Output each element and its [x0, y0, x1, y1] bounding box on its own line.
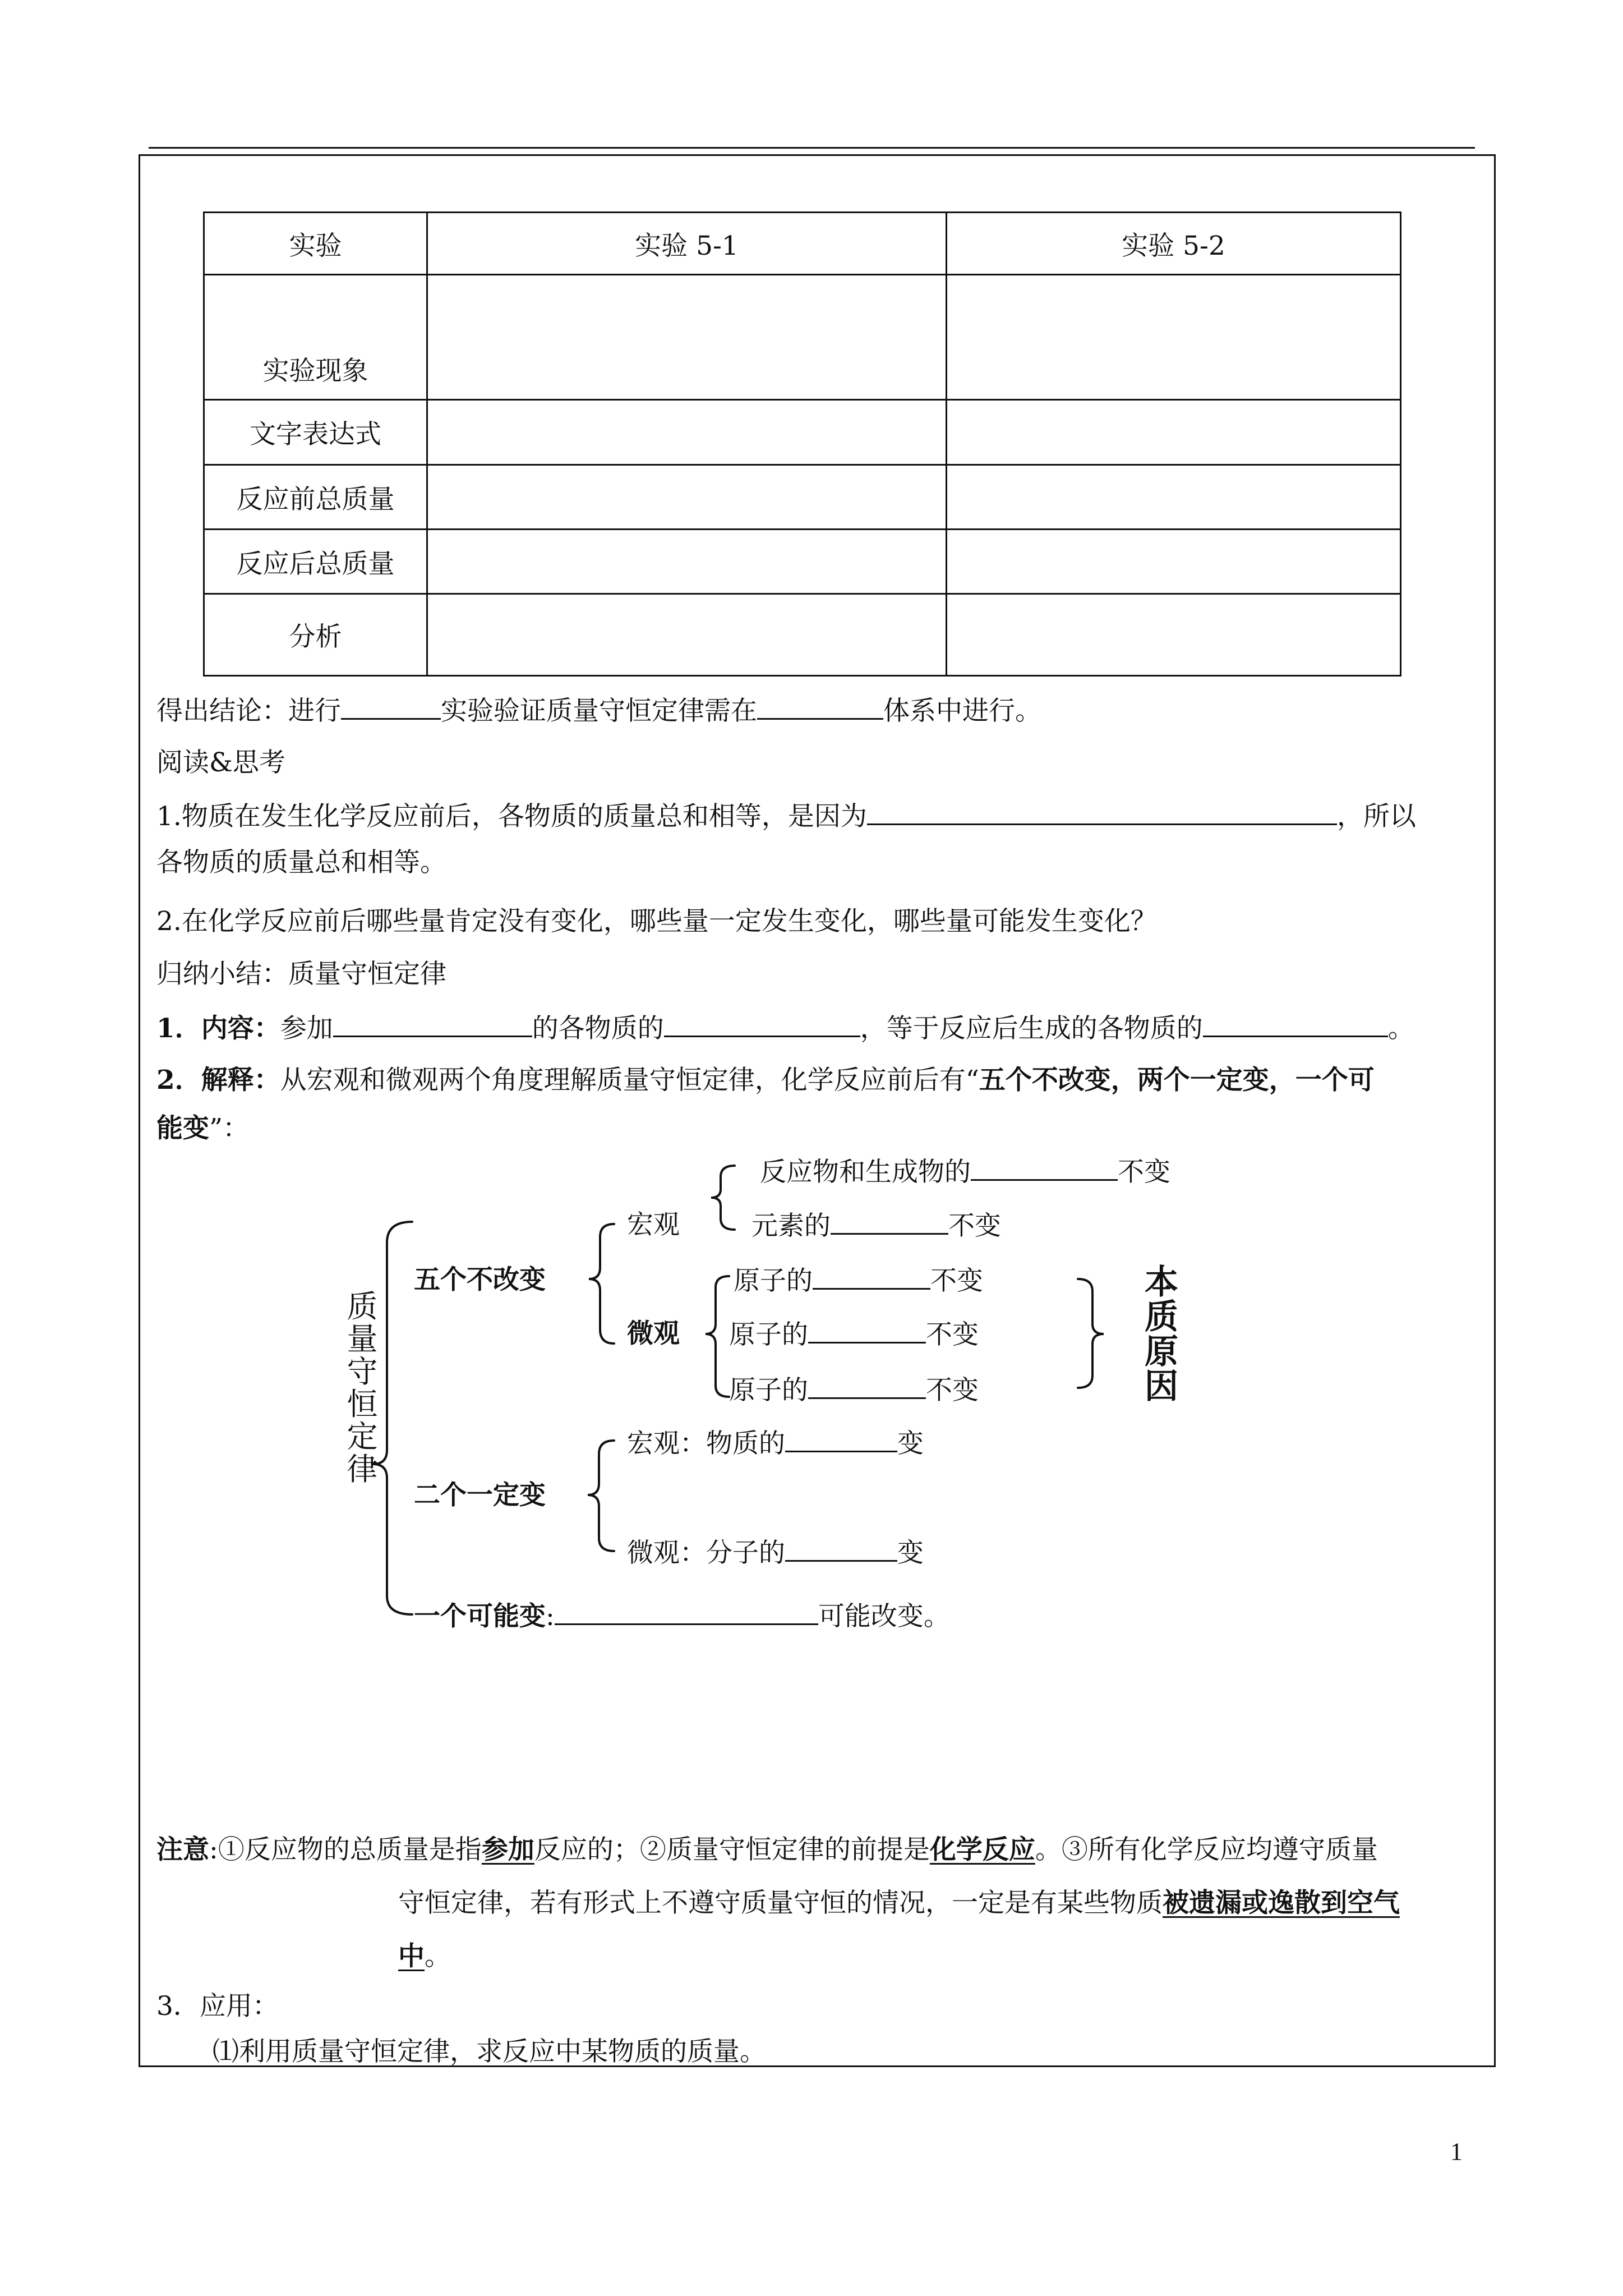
table-header: 实验 5-1 [427, 213, 947, 275]
question-text: 1.物质在发生化学反应前后，各物质的质量总和相等，是因为 [156, 801, 867, 832]
two-changed: 二个一定变 [414, 1480, 546, 1511]
macro-item [751, 1208, 1001, 1243]
note-emphasis: 参加 [481, 1834, 534, 1865]
content-label: 1．内容： [156, 1013, 280, 1044]
question-2: 2.在化学反应前后哪些量肯定没有变化，哪些量一定发生变化，哪些量可能发生变化？ [156, 906, 1157, 937]
blank-field[interactable] [808, 1373, 926, 1399]
macro-item-text: 元素的 [751, 1211, 831, 1241]
question-text: ，所以 [1336, 801, 1416, 832]
explain-text: ”： [209, 1113, 250, 1144]
row-label: 实验现象 [204, 275, 427, 400]
two-micro-text: 变 [897, 1538, 924, 1568]
note-text: 反应的；②质量守恒定律的前提是 [534, 1834, 930, 1865]
macro-item-text: 反应物和生成物的 [760, 1157, 971, 1188]
macro-item [760, 1154, 1170, 1189]
two-micro-text: 微观：分子的 [627, 1538, 785, 1568]
explain-bold: 五个不改变，两个一定变，一个可 [979, 1065, 1375, 1096]
conclusion-text: 实验验证质量守恒定律需在 [441, 696, 757, 726]
blank-field[interactable] [808, 1317, 926, 1343]
micro-item-text: 不变 [926, 1375, 979, 1406]
table-header: 实验 [204, 213, 427, 275]
two-macro-text: 变 [897, 1428, 924, 1459]
one-possible [414, 1599, 950, 1634]
note-emphasis: 化学反应 [929, 1834, 1035, 1865]
row-label: 分析 [204, 594, 427, 676]
macro-item-text: 不变 [948, 1211, 1001, 1241]
micro-item-text: 不变 [930, 1266, 983, 1296]
conclusion-text: 得出结论：进行 [156, 696, 341, 726]
note-text: :①反应物的总质量是指 [209, 1834, 482, 1865]
essence-label: 本质原因 [1145, 1263, 1178, 1406]
note-text: 。③所有化学反应均遵守质量 [1035, 1834, 1378, 1865]
one-possible-text: 可能改变。 [818, 1601, 950, 1632]
micro-item-text: 不变 [926, 1319, 979, 1350]
summary-heading: 归纳小结：质量守恒定律 [156, 959, 446, 990]
page-number: 1 [1450, 2138, 1463, 2165]
content-text: 。 [1387, 1013, 1414, 1044]
content-text: 的各物质的 [532, 1013, 664, 1044]
question-1-cont: 各物质的质量总和相等。 [156, 847, 446, 878]
content-text: 参加 [280, 1013, 333, 1044]
blank-field[interactable] [831, 1208, 948, 1235]
two-micro [627, 1535, 924, 1570]
micro-item [734, 1263, 983, 1298]
one-possible-colon: : [546, 1601, 555, 1632]
note-line-2 [398, 1887, 1400, 1920]
note-line-3 [398, 1940, 451, 1973]
explain-bold: 能变 [156, 1113, 209, 1144]
two-macro-text: 宏观：物质的 [627, 1428, 785, 1459]
note-line-1 [156, 1833, 1378, 1867]
note-emphasis: 被遗漏或逸散到空气 [1163, 1888, 1400, 1918]
micro-item-text: 原子的 [729, 1319, 808, 1350]
micro-item-text: 原子的 [734, 1266, 813, 1296]
explain-label: 2．解释： [156, 1065, 280, 1096]
two-macro [627, 1426, 924, 1461]
application-item: ⑴利用质量守恒定律，求反应中某物质的质量。 [213, 2036, 766, 2067]
reading-heading: 阅读&思考 [156, 747, 285, 778]
conclusion-text: 体系中进行。 [883, 696, 1041, 726]
five-unchanged: 五个不改变 [414, 1264, 546, 1295]
macro-label: 宏观 [627, 1209, 680, 1240]
micro-label: 微观 [627, 1318, 680, 1349]
micro-item [729, 1373, 979, 1407]
table-header: 实验 5-2 [947, 213, 1401, 275]
row-label: 反应前总质量 [204, 465, 427, 530]
blank-field[interactable] [785, 1426, 897, 1452]
row-label: 反应后总质量 [204, 530, 427, 594]
micro-item-text: 原子的 [729, 1375, 808, 1406]
note-emphasis: 中 [398, 1941, 425, 1972]
blank-field[interactable] [785, 1535, 897, 1562]
macro-item-text: 不变 [1118, 1157, 1170, 1188]
content-text: ，等于反应后生成的各物质的 [860, 1013, 1203, 1044]
root-label: 质量守恒定律 [347, 1289, 378, 1487]
blank-field[interactable] [555, 1599, 818, 1625]
blank-field[interactable] [813, 1263, 930, 1290]
row-label: 文字表达式 [204, 400, 427, 465]
note-text: 守恒定律，若有形式上不遵守质量守恒的情况，一定是有某些物质 [398, 1888, 1163, 1918]
blank-field[interactable] [971, 1154, 1118, 1181]
application-heading: 3．应用： [156, 1991, 279, 2022]
explain-text: 从宏观和微观两个角度理解质量守恒定律，化学反应前后有“ [280, 1065, 979, 1096]
note-text: 。 [425, 1941, 451, 1972]
one-possible-label: 一个可能变 [414, 1601, 546, 1632]
note-label: 注意 [156, 1834, 209, 1865]
micro-item [729, 1317, 979, 1352]
